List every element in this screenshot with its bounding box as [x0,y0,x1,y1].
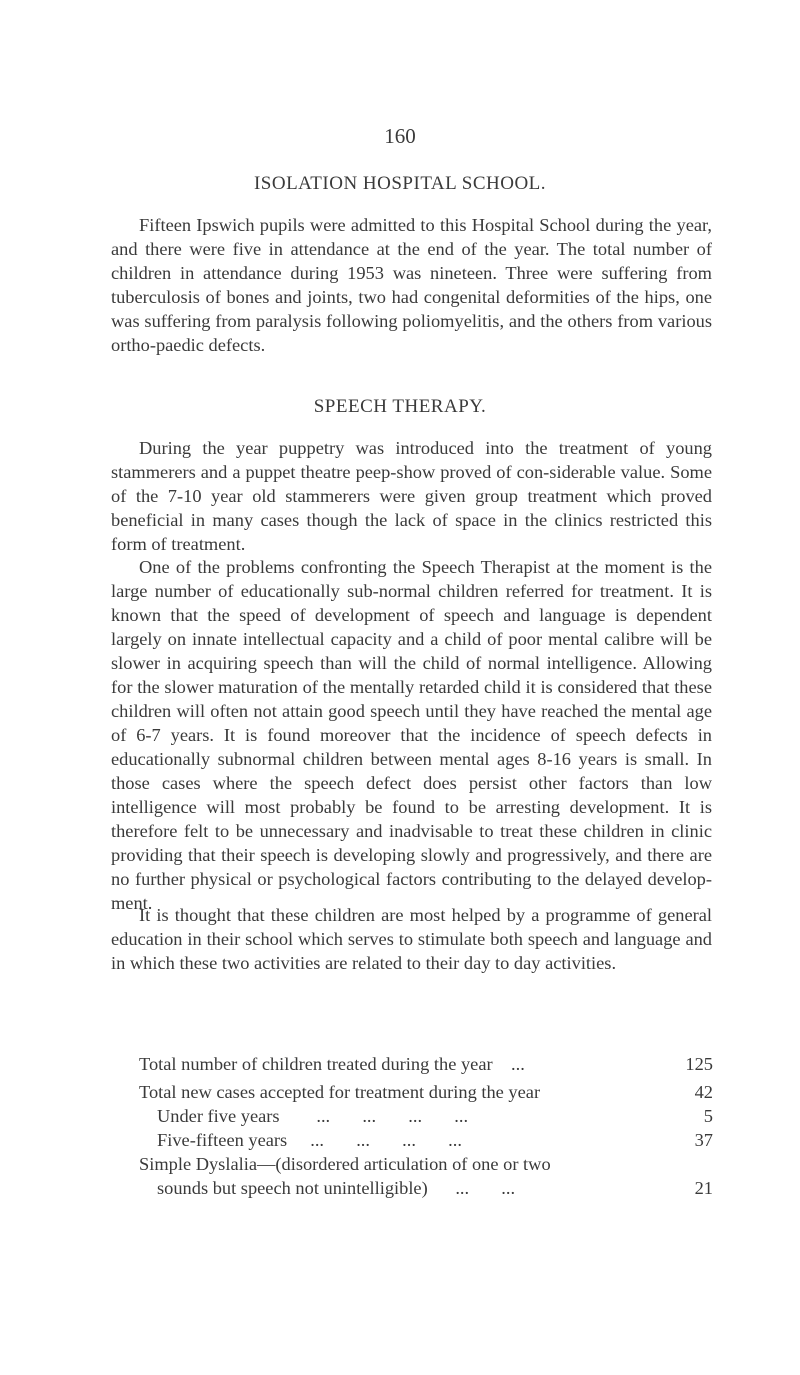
stat-label: Simple Dyslalia—(disordered articulation of one or two [139,1154,551,1174]
leader-dots: ... ... ... ... [316,1106,469,1126]
section-heading-speech-therapy: SPEECH THERAPY. [313,396,487,417]
stat-label: Under five years ... ... ... ... [157,1106,469,1126]
stat-label: Five-fifteen years ... ... ... ... [157,1130,462,1150]
stat-value: 37 [694,1130,713,1150]
stat-label: Total new cases accepted for treatment during the year [139,1082,541,1102]
stat-value: 125 [685,1054,713,1074]
leader-dots: ... ... [455,1178,516,1198]
stat-row-total-new [139,1080,713,1104]
stat-row-total-treated [139,1052,713,1076]
paragraph-speech-therapy-1: During the year puppetry was introduced into the treatment of young stammerers and a puppet theatre peep-show proved of con-siderable value. Some of the 7-10 year old stammerers were given group treatment which proved beneficial in many cases though the lack of space in the clinics restricted this form of treatment. [111,438,712,554]
paragraph-speech-therapy-2: One of the problems confronting the Speech Therapist at the moment is the large number of educationally sub-normal children referred for treatment. It is known that the speed of development of speech and language is dependent largely on innate intellectual capacity and a child of poor mental calibre will be slower in acquiring speech than will the child of normal intelligence. Allowing for the slower maturation of the mentally retarded child it is considered that these children will often not attain good speech until they have reached the mental age of 6-7 years. It is found moreover that the incidence of speech defects in educationally subnormal children between mental ages 8-16 years is small. In those cases where the speech defect does persist other factors than low intelligence will most probably be found to be arresting development. It is therefore felt to be unnecessary and inadvisable to treat these children in clinic providing that their speech is developing slowly and progressively, and there are no further physical or psychological factors contributing to the delayed develop-ment. [111,557,712,913]
stat-value: 21 [694,1178,713,1198]
stat-value: 42 [694,1082,713,1102]
stat-label: sounds but speech not unintelligible) ... ... [157,1178,516,1198]
page-number: 160 [384,124,416,148]
stat-row-dyslalia-line2 [139,1176,713,1200]
paragraph-speech-therapy-3: It is thought that these children are most helped by a programme of general education in their school which serves to stimulate both speech and language and in which these two activities are related to their day to day activities. [111,905,712,973]
stat-label: Total number of children treated during the year ... [139,1054,525,1074]
section-heading-isolation-hospital-school: ISOLATION HOSPITAL SCHOOL. [253,173,547,194]
stat-row-five-fifteen [139,1128,713,1152]
speech-therapy-statistics [139,1052,713,1200]
stat-row-under-five [139,1104,713,1128]
leader-dots: ... ... ... ... [310,1130,462,1150]
paragraph-isolation-hospital-school: Fifteen Ipswich pupils were admitted to this Hospital School during the year, and there were five in attendance at the end of the year. The total number of children in attendance during 1953 was nineteen. Three were suffering from tuberculosis of bones and joints, two had congenital deformities of the hips, one was suffering from paralysis following poliomyelitis, and the others from various ortho-paedic defects. [111,215,712,355]
stat-row-dyslalia-line1 [139,1152,713,1176]
stat-value: 5 [703,1106,713,1126]
leader-dots: ... [511,1054,525,1074]
